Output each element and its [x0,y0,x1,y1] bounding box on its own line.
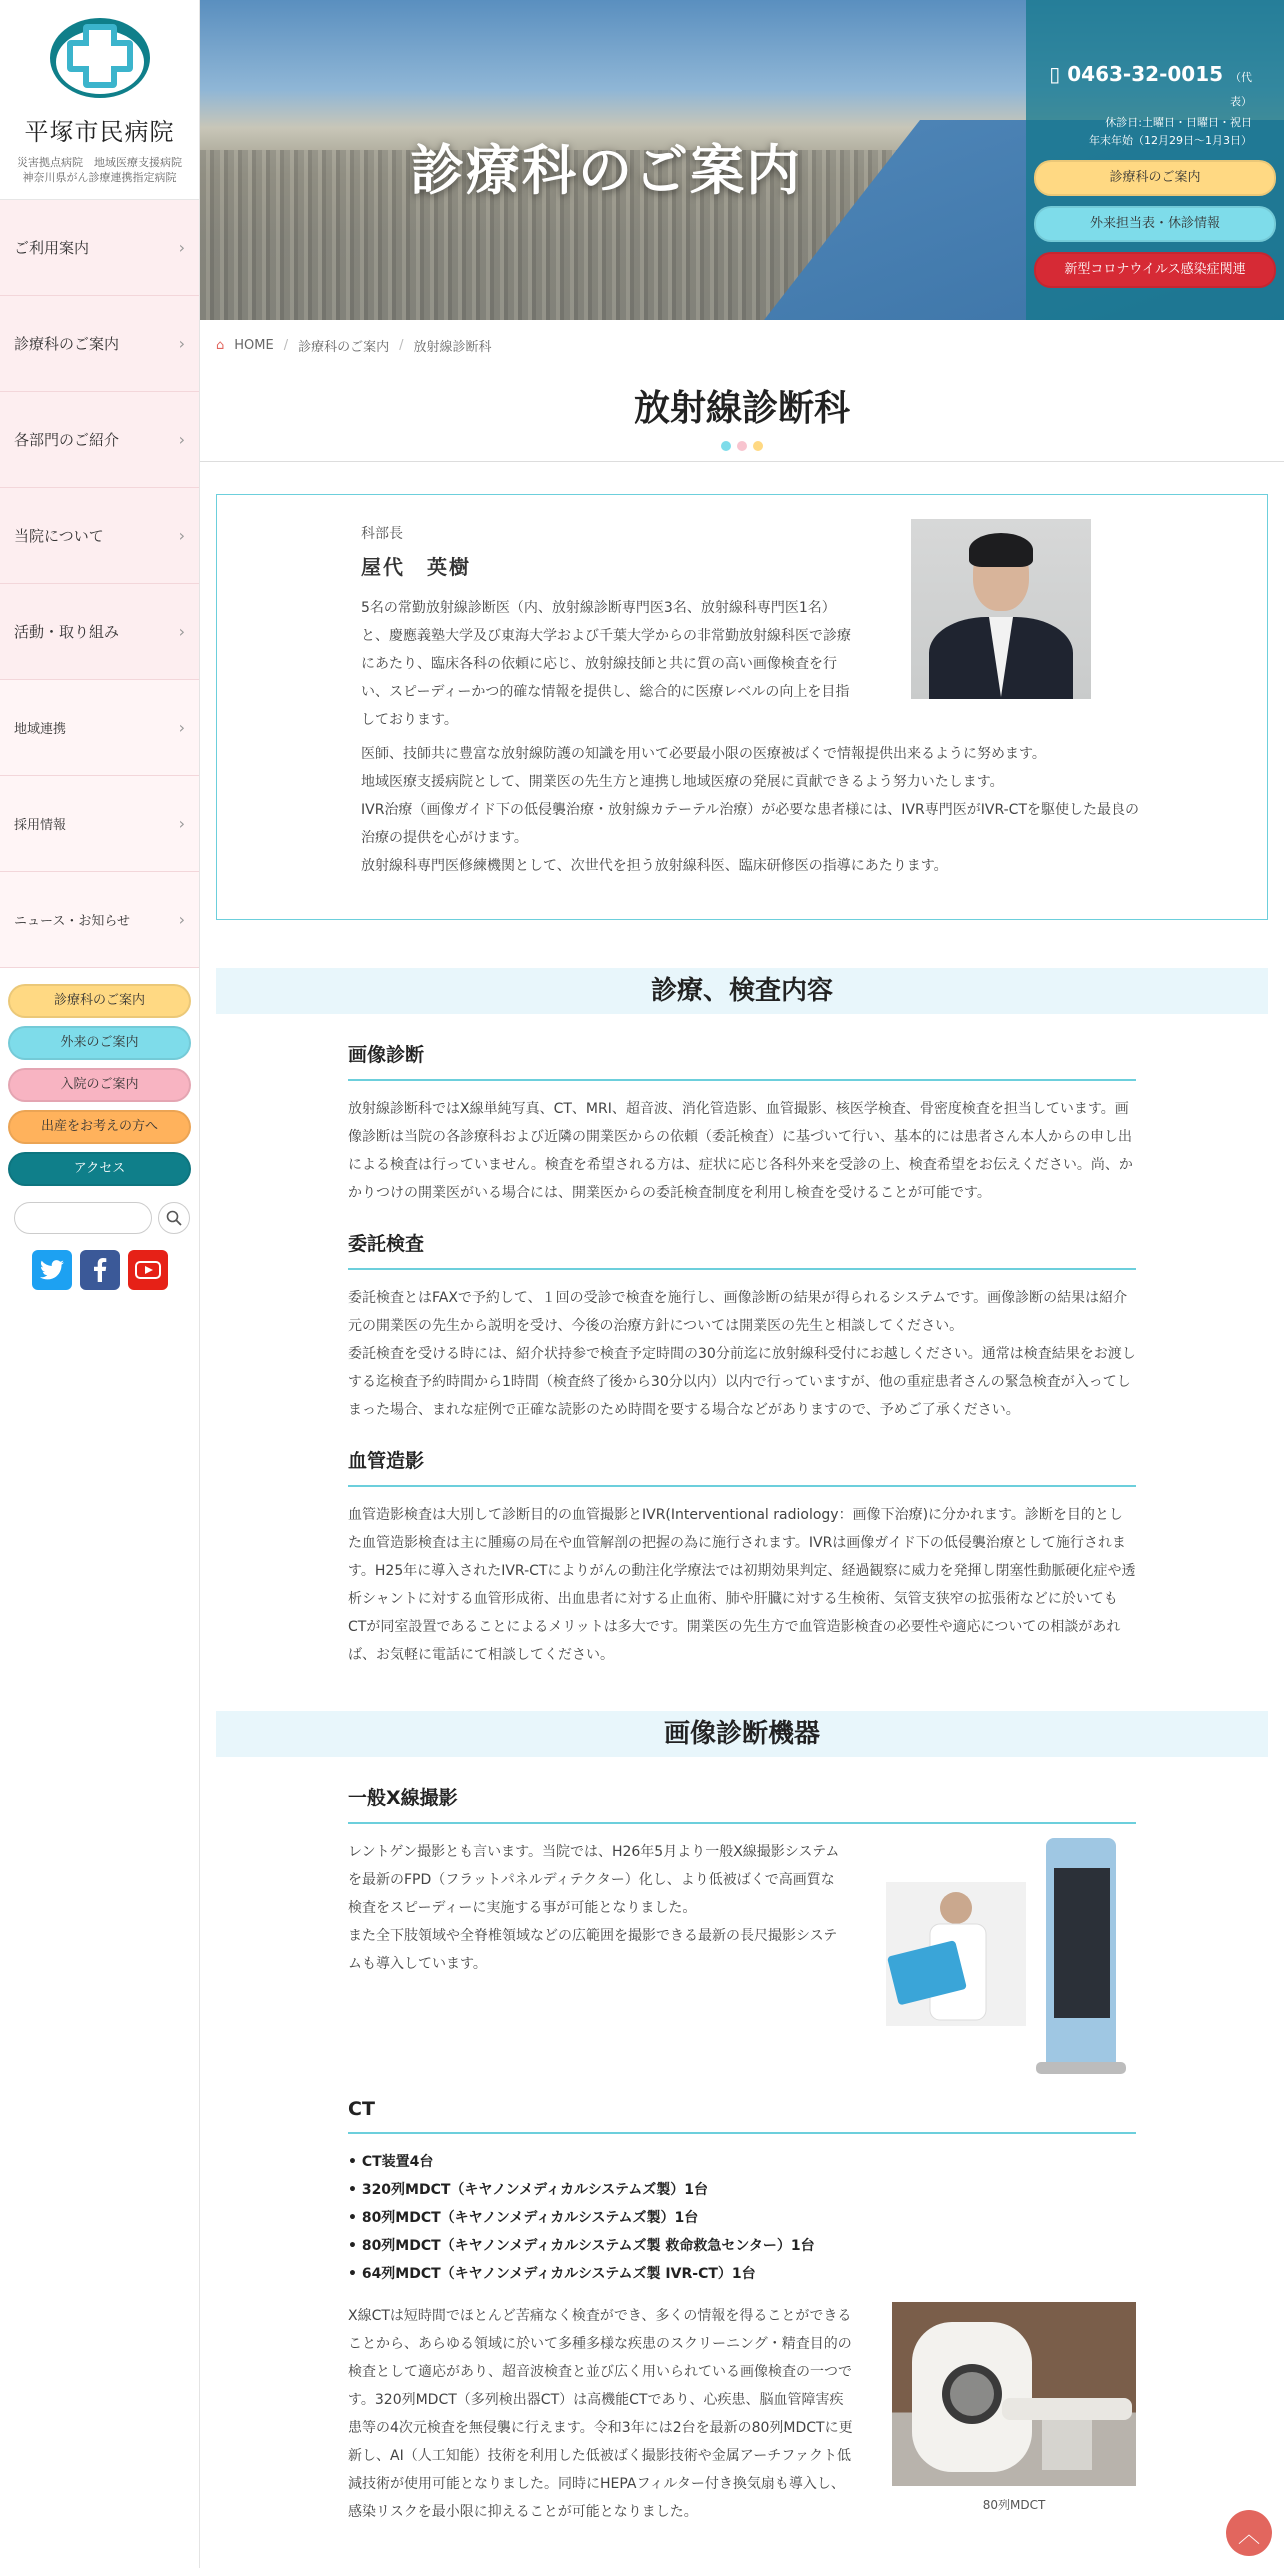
nav-item-chiiki[interactable] [0,680,199,776]
ct-image-block [892,2302,1136,2526]
side-button-shussan[interactable]: 出産をお考えの方へ [8,1110,191,1144]
breadcrumb-current: 放射線診断科 [413,339,492,355]
list-item: • 80列MDCT（キヤノンメディカルシステムズ製 救命救急センター）1台 [348,2232,1136,2260]
breadcrumb-separator: / [399,337,404,353]
subsection-itaku [348,1229,1136,1424]
list-item: • CT装置4台 [348,2148,1136,2176]
social-links [8,1250,191,1290]
arrow-up-icon: ︿ [1237,2522,1260,2548]
hospital-cross-logo-icon [45,14,155,104]
xray-equipment-image [886,1838,1136,2078]
youtube-icon[interactable] [128,1250,168,1290]
nav-label: 診療科のご案内 [14,335,120,353]
section-heading-kiki: 画像診断機器 [216,1711,1268,1757]
subsection-title: 画像診断 [348,1040,1136,1081]
section-heading-shinryo: 診療、検査内容 [216,968,1268,1014]
nav-item-toin[interactable] [0,488,199,584]
breadcrumb-home[interactable]: HOME [234,337,274,353]
chevron-right-icon: › [178,334,185,353]
sidebar [0,0,200,2568]
phone-number[interactable] [1034,62,1276,110]
doctor-photo [911,519,1091,699]
phone-note: （代表） [1230,71,1252,108]
doctor-message-4: IVR治療（画像ガイド下の低侵襲治療・放射線カテーテル治療）が必要な患者様には、IVR専門医がIVR-CTを駆使した最良の治療の提供を心がけます。 [361,802,1139,846]
subsection-gazo [348,1040,1136,1207]
side-button-gairai[interactable]: 外来のご案内 [8,1026,191,1060]
logo-sub-1: 災害拠点病院 地域医療支援病院 [17,156,182,169]
subsection-text: X線CTは短時間でほとんど苦痛なく検査ができ、多くの情報を得ることができることから、あらゆる領域に於いて多種多様な疾患のスクリーニング・精査目的の検査として適応があり、超音波検査と並び広く用いられている画像検査の一つです。320列MDCT（多列検出器CT）は高機能CTであり、心疾患、脳血管障害疾患等の4次元検査を無侵襲に行えます。令和3年には2台を最新の80列MDCTに更新し、AI（人工知能）技術を利用した低被ばく撮影技術や金属アーチファクト低減技術が使用可能となりました。同時にHEPAフィルター付き換気扇も導入し、感染リスクを最小限に抑えることが可能となりました。 [348,2308,853,2520]
subsection-title: 委託検査 [348,1229,1136,1270]
hospital-name: 平塚市民病院 [24,118,175,146]
chevron-right-icon: › [178,622,185,641]
nav-label: 活動・取り組み [14,623,120,641]
breadcrumb-shinryoka[interactable]: 診療科のご案内 [298,339,390,355]
subsection-ct [348,2098,1136,2526]
side-button-nyuin[interactable]: 入院のご案内 [8,1068,191,1102]
nav-item-goriyo[interactable] [0,200,199,296]
image-caption: 80列MDCT [982,2498,1046,2512]
hero-button-gairai-schedule[interactable]: 外来担当表・休診情報 [1034,206,1276,242]
title-divider [200,461,1284,462]
hero-banner [200,0,1284,320]
doctor-message-2: 医師、技師共に豊富な放射線防護の知識を用いて必要最小限の医療被ばくで情報提供出来るように努めます。 [361,746,1046,762]
breadcrumb [200,320,1284,370]
logo-sub-2: 神奈川県がん診療連携指定病院 [22,171,177,184]
subsection-kekkan [348,1446,1136,1669]
nav-label: 地域連携 [14,722,67,737]
scroll-to-top-button[interactable] [1226,2510,1272,2556]
hero-title: 診療科のご案内 [410,139,802,202]
doctor-message-5: 放射線科専門医修練機関として、次世代を担う放射線科医、臨床研修医の指導にあたります。 [361,858,948,874]
list-item: • 64列MDCT（キヤノンメディカルシステムズ製 IVR-CT）1台 [348,2260,1136,2288]
subsection-text: 血管造影検査は大別して診断目的の血管撮影とIVR(Interventional radiology：画像下治療)に分かれます。診断を目的とした血管造影検査は主に腫瘍の局在や血管解剖の把握の為に施行されます。IVRは画像ガイド下の低侵襲治療として施行されます。H25年に導入されたIVR-CTによりがんの動注化学療法では初期効果判定、経過観察に威力を発揮し閉塞性動脈硬化症や透析シャントに対する血管形成術、出血患者に対する止血術、肺や肝臓に対する生検術、気管支狭窄の拡張術などに於いてもCTが同室設置であることによるメリットは多大です。開業医の先生方で血管造影検査の必要性や適応についての相談があれば、お気軽に電話にて相談してください。 [348,1507,1136,1663]
nav-label: 採用情報 [14,818,67,833]
search-button[interactable] [158,1202,190,1234]
chevron-right-icon: › [178,910,185,929]
chevron-right-icon: › [178,430,185,449]
search-input[interactable] [14,1202,152,1234]
nav-item-saiyo[interactable] [0,776,199,872]
list-item: • 320列MDCT（キヤノンメディカルシステムズ製）1台 [348,2176,1136,2204]
dot [737,441,747,451]
chevron-right-icon: › [178,718,185,737]
doctor-name: 屋代 英樹 [361,555,471,579]
doctor-message-3: 地域医療支援病院として、開業医の先生方と連携し地域医療の発展に貢献できるよう努力いたします。 [361,774,1004,790]
nav-label: 当院について [14,527,104,545]
subsection-text: レントゲン撮影とも言います。当院では、H26年5月より一般X線撮影システムを最新のFPD（フラットパネルディテクター）化し、より低被ばくで高画質な検査をスピーディーに実施する事が可能となりました。 [348,1844,840,1916]
hero-button-corona[interactable]: 新型コロナウイルス感染症関連 [1034,252,1276,288]
nav-item-shinryoka[interactable] [0,296,199,392]
year-end-days: 年末年始（12月29日〜1月3日） [1089,134,1252,147]
title-dots [200,441,1284,451]
side-button-access[interactable]: アクセス [8,1152,191,1186]
page-title: 放射線診断科 [633,388,850,429]
nav-label: ご利用案内 [14,239,90,257]
closed-days: 休診日:土曜日・日曜日・祝日 [1105,116,1252,129]
subsection-title: CT [348,2098,1136,2134]
doctor-message-1: 5名の常勤放射線診断医（内、放射線診断専門医3名、放射線科専門医1名）と、慶應義塾大学及び東海大学および千葉大学からの非常勤放射線科医で診療にあたり、臨床各科の依頼に応じ、放射線技師と共に質の高い画像検査を行い、スピーディーかつ的確な情報を提供し、総合的に医療レベルの向上を目指しております。 [361,600,851,728]
hero-button-shinryoka[interactable]: 診療科のご案内 [1034,160,1276,196]
subsection-text: 委託検査を受ける時には、紹介状持参で検査予定時間の30分前迄に放射線科受付にお越しください。通常は検査結果をお渡しする迄検査予約時間から1時間（検査終了後から30分以内）以内で行っていますが、他の重症患者さんの緊急検査が入ってしまった場合、まれな症例で正確な読影のため時間を要する場合などがありますので、予めご了承ください。 [348,1346,1136,1418]
home-icon: ⌂ [216,337,225,353]
side-button-shinryoka[interactable]: 診療科のご案内 [8,984,191,1018]
ct-equipment-list [348,2148,1136,2288]
phone-text: 0463-32-0015 [1067,62,1224,86]
logo[interactable] [0,0,199,200]
nav-item-bumon[interactable] [0,392,199,488]
nav-label: ニュース・お知らせ [14,914,130,929]
chevron-right-icon: › [178,238,185,257]
doctor-role: 科部長 [361,526,403,542]
subsection-text: 委託検査とはFAXで予約して、１回の受診で検査を施行し、画像診断の結果が得られるシステムです。画像診断の結果は紹介元の開業医の先生から説明を受け、今後の治療方針については開業医の先生と相談してください。 [348,1290,1128,1334]
doctor-profile [216,494,1268,920]
ct-scanner-image [892,2302,1136,2486]
twitter-icon[interactable] [32,1250,72,1290]
search-box [8,1202,191,1234]
facebook-icon[interactable] [80,1250,120,1290]
list-item: • 80列MDCT（キヤノンメディカルシステムズ製）1台 [348,2204,1136,2232]
search-icon [166,1210,182,1226]
main-content [200,320,1284,2526]
nav-item-news[interactable] [0,872,199,968]
dot [721,441,731,451]
chevron-right-icon: › [178,526,185,545]
subsection-title: 一般X線撮影 [348,1783,1136,1824]
contact-panel [1026,0,1284,320]
subsection-text: また全下肢領域や全脊椎領域などの広範囲を撮影できる最新の長尺撮影システムも導入しています。 [348,1928,838,1972]
subsection-title: 血管造影 [348,1446,1136,1487]
nav-label: 各部門のご紹介 [14,431,120,449]
subsection-xray [348,1783,1136,2078]
subsection-text: 放射線診断科ではX線単純写真、CT、MRI、超音波、消化管造影、血管撮影、核医学検査、骨密度検査を担当しています。画像診断は当院の各診療科および近隣の開業医からの依頼（委託検査）に基づいて行い、基本的には患者さん本人からの申し出による検査は行っていません。検査を希望される方は、症状に応じ各科外来を受診の上、検査希望をお伝えください。尚、かかりつけの開業医がいる場合には、開業医からの委託検査制度を利用し検査を受けることが可能です。 [348,1101,1133,1201]
phone-icon: ▯ [1049,62,1061,86]
dot [753,441,763,451]
chevron-right-icon: › [178,814,185,833]
breadcrumb-separator: / [283,337,289,353]
nav-item-katsudo[interactable] [0,584,199,680]
doctor-message-more [361,740,1141,880]
